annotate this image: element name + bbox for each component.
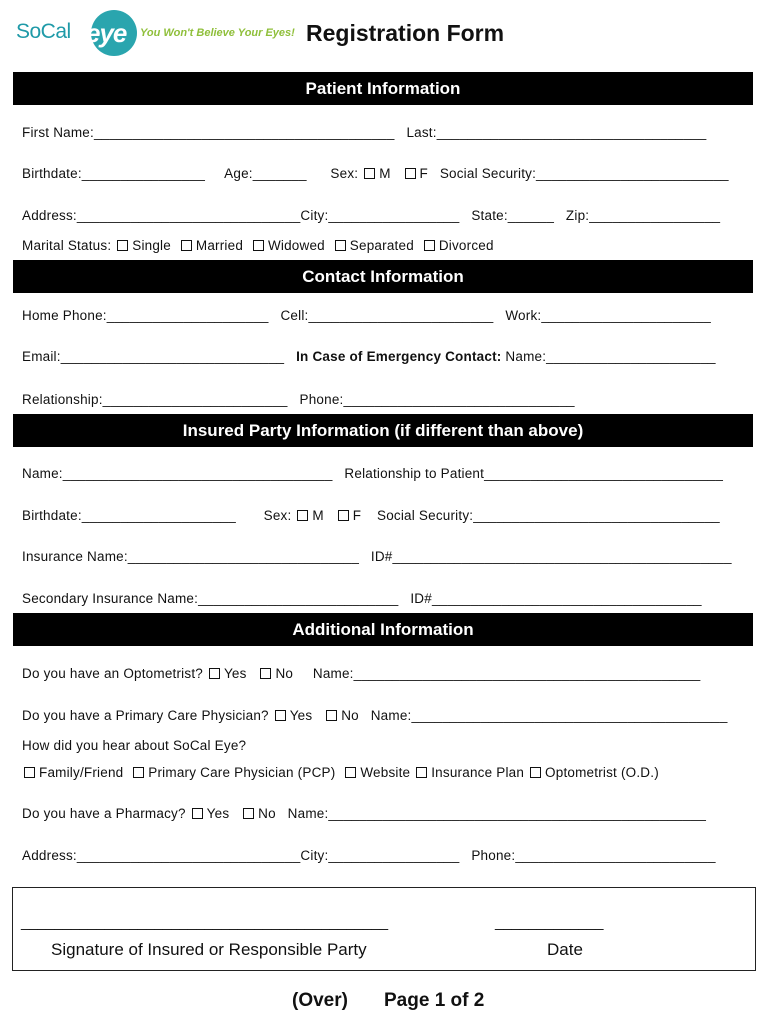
hear-about-options [22,765,659,780]
insured-sex-m-checkbox[interactable] [297,510,308,521]
pharmacy-city-field[interactable]: City:_________________ [300,848,460,863]
secondary-insurance-row [22,591,702,606]
insured-birth-row [22,508,720,523]
city-field[interactable]: City:_________________ [300,208,460,223]
family-friend-checkbox[interactable] [24,767,35,778]
marital-status-row [22,238,494,253]
page-title: Registration Form [306,20,505,46]
section-header-additional: Additional Information [13,613,753,646]
over-label: (Over) [292,990,348,1011]
relationship-to-patient-field[interactable]: Relationship to Patient_______________________________ [344,466,724,481]
state-field[interactable]: State:______ [471,208,555,223]
pharmacy-phone-field[interactable]: Phone:__________________________ [471,848,716,863]
sex-label: Sex: [330,166,359,181]
website-checkbox[interactable] [345,767,356,778]
married-checkbox[interactable] [181,240,192,251]
date-label: Date [547,940,583,959]
insured-name-field[interactable]: Name:___________________________________ [22,466,333,481]
website-label: Website [360,765,411,780]
optometrist-row [22,666,701,681]
pcp-no-checkbox[interactable] [326,710,337,721]
emergency-contact-label: In Case of Emergency Contact: [296,349,502,364]
pcp-name-field[interactable]: Name:_________________________________________ [370,708,728,723]
email-row [22,349,716,364]
pharmacy-address-field[interactable]: Address:_____________________________ [22,848,301,863]
socal-eye-logo [16,10,295,58]
insured-name-row [22,466,723,481]
insured-ssn-field[interactable]: Social Security:________________________________ [376,508,720,523]
page-number: Page 1 of 2 [384,990,485,1011]
pharmacy-yes-checkbox[interactable] [192,808,203,819]
sex-f-checkbox[interactable] [405,168,416,179]
single-label: Single [132,238,171,253]
widowed-checkbox[interactable] [253,240,264,251]
logo-eye-text: eye [86,18,127,48]
insured-sex-m-label: M [312,508,324,523]
single-checkbox[interactable] [117,240,128,251]
section-header-patient: Patient Information [13,72,753,105]
logo-tagline: You Won't Believe Your Eyes! [140,27,295,39]
date-line[interactable]: _____________ [495,914,604,931]
insurance-plan-label: Insurance Plan [431,765,525,780]
email-field[interactable]: Email:_____________________________ [22,349,285,364]
cell-field[interactable]: Cell:________________________ [280,308,494,323]
optometrist-option-label: Optometrist (O.D.) [545,765,659,780]
insurance-row [22,549,732,564]
sex-f-label: F [419,166,428,181]
work-field[interactable]: Work:______________________ [505,308,711,323]
secondary-insurance-field[interactable]: Secondary Insurance Name:__________________________ [22,591,399,606]
relationship-row [22,392,575,407]
zip-field[interactable]: Zip:_________________ [565,208,721,223]
optometrist-no-label: No [275,666,294,681]
patient-address-row [22,208,720,223]
optometrist-name-field[interactable]: Name:_____________________________________________ [312,666,701,681]
ssn-field[interactable]: Social Security:_________________________ [439,166,729,181]
age-field[interactable]: Age:_______ [224,166,307,181]
widowed-label: Widowed [267,238,325,253]
insured-sex-f-label: F [352,508,362,523]
optometrist-yes-label: Yes [223,666,247,681]
married-label: Married [195,238,244,253]
insured-birthdate-field[interactable]: Birthdate:____________________ [22,508,236,523]
pharmacy-yes-label: Yes [206,806,230,821]
logo-so-text: SoCal [16,20,71,43]
divorced-label: Divorced [438,238,494,253]
pcp-yes-label: Yes [289,708,313,723]
relationship-field[interactable]: Relationship:________________________ [22,392,288,407]
separated-checkbox[interactable] [335,240,346,251]
secondary-id-field[interactable]: ID#___________________________________ [410,591,702,606]
pharmacy-name-field[interactable]: Name:_________________________________________________ [287,806,707,821]
pcp-option-label: Primary Care Physician (PCP) [148,765,336,780]
pharmacy-question: Do you have a Pharmacy? [22,806,186,821]
phone-row [22,308,711,323]
separated-label: Separated [349,238,414,253]
signature-label: Signature of Insured or Responsible Party [51,940,367,959]
optometrist-option-checkbox[interactable] [530,767,541,778]
pcp-question: Do you have a Primary Care Physician? [22,708,269,723]
patient-birth-row [22,166,729,181]
optometrist-yes-checkbox[interactable] [209,668,220,679]
sex-m-label: M [379,166,391,181]
first-name-field[interactable]: First Name:_______________________________________ [22,125,395,140]
section-header-insured: Insured Party Information (if different than above) [13,414,753,447]
section-header-contact: Contact Information [13,260,753,293]
pharmacy-no-label: No [258,806,276,821]
insured-sex-label: Sex: [263,508,292,523]
pcp-yes-checkbox[interactable] [275,710,286,721]
sex-m-checkbox[interactable] [364,168,375,179]
family-friend-label: Family/Friend [39,765,124,780]
pharmacy-row [22,806,706,821]
signature-box [12,887,756,971]
insurance-id-field[interactable]: ID#____________________________________________ [370,549,732,564]
optometrist-no-checkbox[interactable] [260,668,271,679]
signature-line[interactable]: ____________________________________________ [21,914,389,931]
optometrist-question: Do you have an Optometrist? [22,666,203,681]
last-name-field[interactable]: Last:___________________________________ [406,125,707,140]
birthdate-field[interactable]: Birthdate:________________ [22,166,206,181]
emergency-name-field[interactable]: Name:______________________ [505,349,716,364]
pcp-option-checkbox[interactable] [133,767,144,778]
insurance-plan-checkbox[interactable] [416,767,427,778]
hear-about-question: How did you hear about SoCal Eye? [22,738,247,753]
home-phone-field[interactable]: Home Phone:_____________________ [22,308,269,323]
insurance-name-field[interactable]: Insurance Name:______________________________ [22,549,360,564]
insured-sex-f-checkbox[interactable] [338,510,349,521]
emergency-phone-field[interactable]: Phone:______________________________ [299,392,575,407]
divorced-checkbox[interactable] [424,240,435,251]
pcp-row [22,708,728,723]
pcp-no-label: No [341,708,359,723]
pharmacy-address-row [22,848,716,863]
address-field[interactable]: Address:_____________________________ [22,208,301,223]
patient-name-row [22,125,707,140]
pharmacy-no-checkbox[interactable] [243,808,254,819]
marital-status-label: Marital Status: [22,238,112,253]
